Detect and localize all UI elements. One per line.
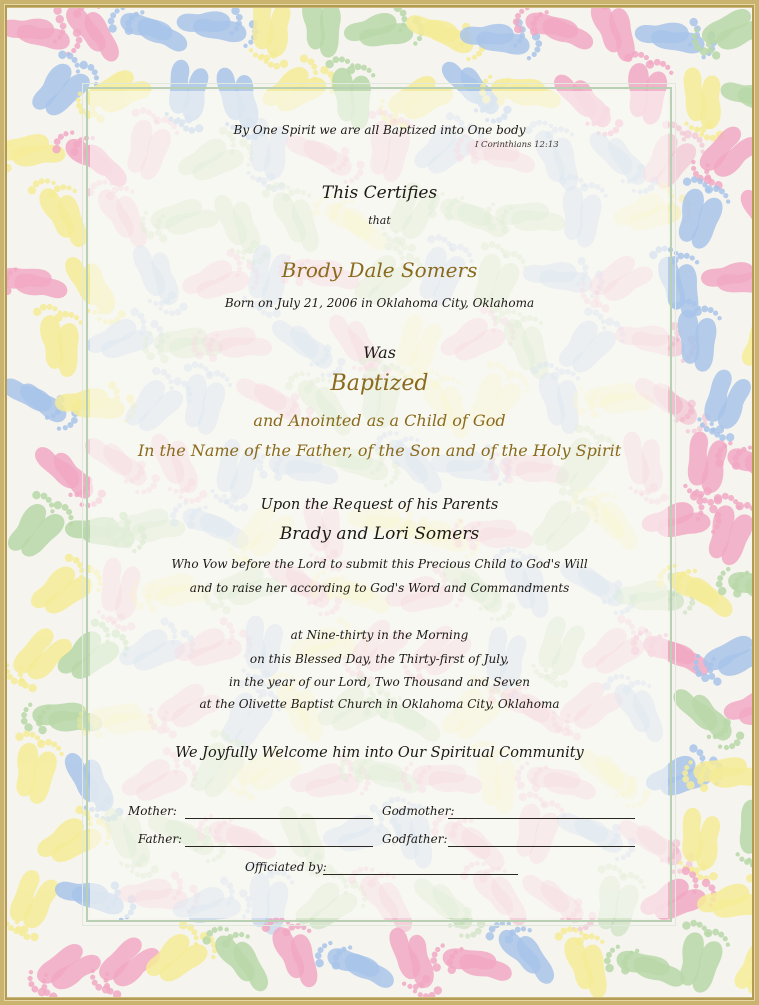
that-text: that [368,214,391,227]
officiant-signature-line [323,874,518,875]
verse-reference: I Corinthians 12:13 [475,140,559,150]
welcome-line: We Joyfully Welcome him into Our Spiritual Community [175,745,584,761]
anointed-line: and Anointed as a Child of God [253,411,506,430]
footprint-icon [192,16,260,49]
officiated-label: Officiated by: [245,860,327,874]
vow-line-2: and to raise her according to God's Word and Commandments [189,581,570,595]
baptized-heading: Baptized [330,371,429,396]
father-signature-line [185,846,373,847]
request-line: Upon the Request of his Parents [260,497,499,513]
father-label: Father: [138,832,183,846]
verse: By One Spirit we are all Baptized into One body [233,123,526,137]
trinity-line: In the Name of the Father, of the Son and of the Holy Spirit [137,441,622,460]
godmother-signature-line [448,818,635,819]
time-line: at Nine-thirty in the Morning [290,628,469,642]
mother-label: Mother: [128,804,177,818]
year-line: in the year of our Lord, Two Thousand and Seven [228,675,531,689]
vow-line-1: Who Vow before the Lord to submit this Precious Child to God's Will [171,557,588,571]
godfather-label: Godfather: [382,832,448,846]
child-name: Brody Dale Somers [281,258,478,282]
birth-line: Born on July 21, 2006 in Oklahoma City, Oklahoma [224,296,535,310]
place-line: at the Olivette Baptist Church in Oklahoma City, Oklahoma [199,697,560,711]
footprint-icon [733,799,752,867]
mother-signature-line [185,818,373,819]
was-text: Was [363,343,396,362]
parents-name: Brady and Lori Somers [279,524,480,544]
day-line: on this Blessed Day, the Thirty-first of July, [249,652,510,666]
godfather-signature-line [448,846,635,847]
certifies-heading: This Certifies [321,183,438,203]
footprint-icon [317,8,347,58]
godmother-label: Godmother: [382,804,455,818]
